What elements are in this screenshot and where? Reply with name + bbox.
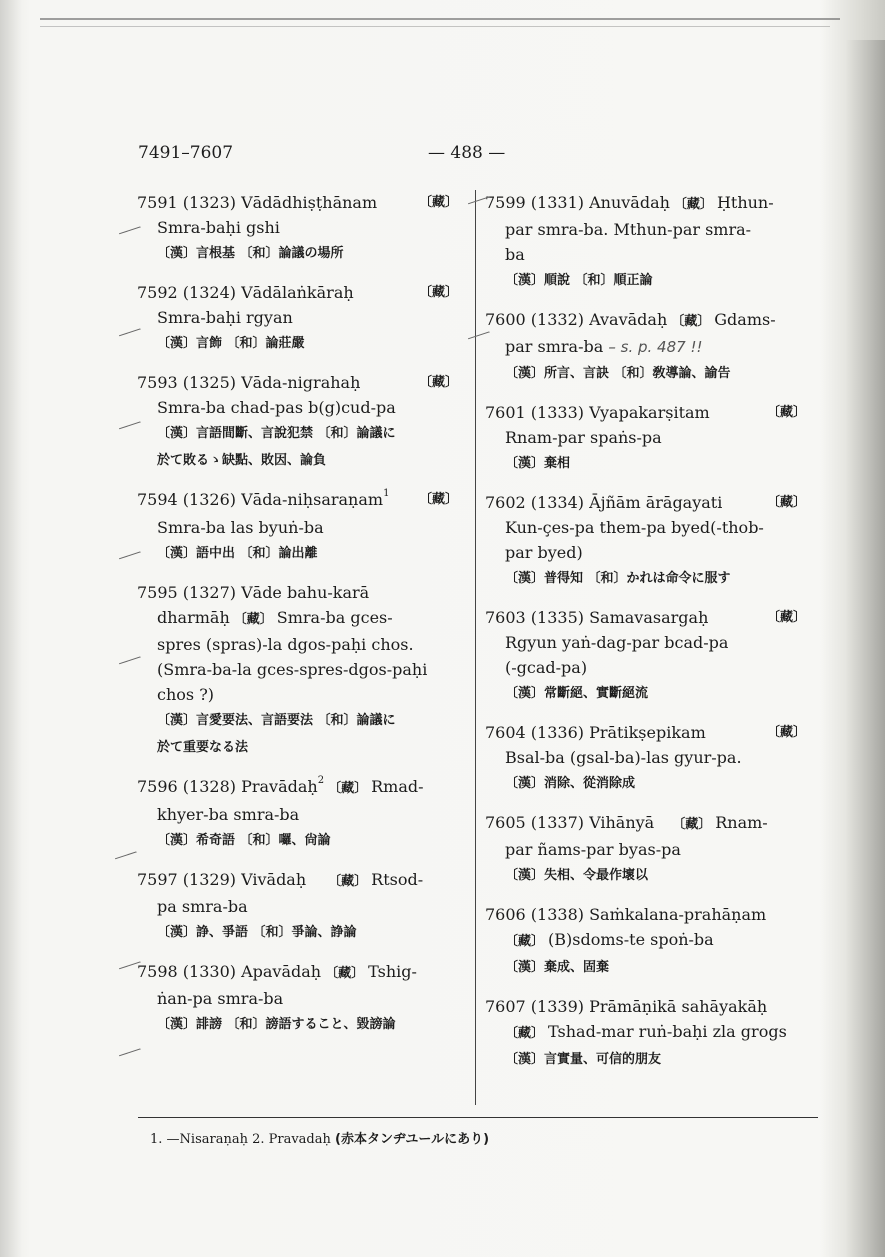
entry-7597 xyxy=(137,867,462,946)
entry-headword: 7598 (1330) Apavādaḥ xyxy=(137,962,322,981)
entry-tibetan-cont: ba xyxy=(505,245,525,264)
tibetan-label: 〔藏〕 xyxy=(418,375,458,390)
entry-tibetan-alt-cont: chos ?) xyxy=(157,685,215,704)
entry-tibetan: Tshad-mar ruṅ-baḥi zla grogs xyxy=(548,1022,787,1041)
entry-headword: 7603 (1335) Samavasargaḥ xyxy=(485,608,709,627)
entry-chinese-japanese: 〔漢〕失相、令最作壞以 xyxy=(505,868,649,883)
entry-tibetan: ṅan-pa smra-ba xyxy=(157,989,284,1008)
footnote-mark: 1 xyxy=(383,488,390,499)
entry-tibetan: par smra-ba xyxy=(505,337,604,356)
tibetan-label: 〔藏〕 xyxy=(325,966,365,981)
handwritten-note: – s. p. 487 !! xyxy=(608,338,703,356)
tibetan-label: 〔藏〕 xyxy=(671,314,711,329)
entry-headword: 7606 (1338) Saṁkalana-prahāṇam xyxy=(485,905,767,924)
entry-tibetan-cont: (-gcad-pa) xyxy=(505,658,588,677)
entry-tibetan: Smra-baḥi rgyan xyxy=(157,308,293,327)
top-rule-2 xyxy=(40,26,830,27)
entry-tibetan-start: Rnam- xyxy=(715,813,768,832)
entry-chinese-japanese-cont: 於て敗るゝ缺點、敗因、論負 xyxy=(157,453,327,468)
entry-chinese-japanese: 〔漢〕誹謗 〔和〕謗語すること、毀謗論 xyxy=(157,1017,396,1032)
entry-chinese-japanese: 〔漢〕普得知 〔和〕かれは命令に服す xyxy=(505,571,731,586)
entry-tibetan-start: Tshig- xyxy=(368,962,417,981)
entry-headword-cont: dharmāḥ xyxy=(157,608,230,627)
entry-7600 xyxy=(485,307,810,387)
entry-7593 xyxy=(137,370,462,474)
entry-7591 xyxy=(137,190,462,267)
tibetan-label: 〔藏〕 xyxy=(766,725,806,740)
entry-chinese-japanese: 〔漢〕順說 〔和〕順正論 xyxy=(505,273,653,288)
entry-chinese-japanese: 〔漢〕棄相 xyxy=(505,456,571,471)
entry-headword: 7593 (1325) Vāda-nigrahaḥ xyxy=(137,373,361,392)
entry-chinese-japanese-cont: 於て重要なる法 xyxy=(157,740,249,755)
entry-tibetan: (B)sdoms-te spoṅ-ba xyxy=(548,930,714,949)
entry-tibetan-cont: par byed) xyxy=(505,543,583,562)
tibetan-label: 〔藏〕 xyxy=(233,612,273,627)
entry-7604 xyxy=(485,720,810,797)
entry-tibetan-start: Rtsod- xyxy=(371,870,424,889)
entry-headword: 7607 (1339) Prāmāṇikā sahāyakāḥ xyxy=(485,997,768,1016)
entry-chinese-japanese: 〔漢〕諍、爭語 〔和〕爭論、諍論 xyxy=(157,925,357,940)
entry-7598 xyxy=(137,959,462,1038)
right-column xyxy=(485,190,810,1086)
entry-chinese-japanese: 〔漢〕棄成、固棄 xyxy=(505,960,610,975)
entry-headword: 7601 (1333) Vyapakarṣitam xyxy=(485,403,710,422)
entry-chinese-japanese: 〔漢〕所言、言訣 〔和〕敎導論、諭告 xyxy=(505,366,731,381)
entry-7594 xyxy=(137,487,462,567)
entry-7596 xyxy=(137,774,462,854)
tibetan-label: 〔藏〕 xyxy=(505,1026,545,1041)
entry-range-header: 7491–7607 xyxy=(138,143,234,163)
entry-tibetan: Smra-ba las byuṅ-ba xyxy=(157,518,324,537)
entry-7606 xyxy=(485,902,810,981)
entry-headword: 7600 (1332) Avavādaḥ xyxy=(485,310,668,329)
entry-tibetan: khyer-ba smra-ba xyxy=(157,805,300,824)
footnote-text: 1. —Nisaraṇaḥ 2. Pravadaḥ xyxy=(150,1132,336,1147)
tibetan-label: 〔藏〕 xyxy=(766,610,806,625)
entry-tibetan-start: Smra-ba gces- xyxy=(276,608,393,627)
entry-tibetan: Smra-baḥi gshi xyxy=(157,218,280,237)
entry-tibetan-start: Rmad- xyxy=(371,777,424,796)
entry-tibetan-start: Ḥthun- xyxy=(716,193,774,212)
entry-7603 xyxy=(485,605,810,707)
footnote-mark: 2 xyxy=(317,775,325,786)
entry-tibetan: spres (spras)-la dgos-paḥi chos. xyxy=(157,635,414,654)
tibetan-label: 〔藏〕 xyxy=(418,195,458,210)
entry-tibetan-alt: (Smra-ba-la gces-spres-dgos-paḥi xyxy=(157,660,428,679)
tibetan-label: 〔藏〕 xyxy=(418,492,458,507)
tibetan-label: 〔藏〕 xyxy=(328,781,368,796)
entry-chinese-japanese: 〔漢〕語中出 〔和〕論出離 xyxy=(157,546,318,561)
entry-headword: 7594 (1326) Vāda-niḥsaraṇam xyxy=(137,490,384,509)
tibetan-label: 〔藏〕 xyxy=(505,934,545,949)
entry-tibetan: Rnam-par spaṅs-pa xyxy=(505,428,662,447)
entry-chinese-japanese: 〔漢〕言根基 〔和〕論議の場所 xyxy=(157,246,344,261)
tibetan-label: 〔藏〕 xyxy=(418,285,458,300)
tibetan-label: 〔藏〕 xyxy=(766,405,806,420)
entry-chinese-japanese: 〔漢〕希奇語 〔和〕囉、尙論 xyxy=(157,833,331,848)
footnote-rule xyxy=(138,1117,818,1118)
entry-headword: 7591 (1323) Vādādhiṣṭhānam xyxy=(137,193,378,212)
entry-7601 xyxy=(485,400,810,477)
entry-chinese-japanese: 〔漢〕言愛要法、言語要法 〔和〕論議に xyxy=(157,713,396,728)
footnote-cjk: (赤本タンヂユールにあり) xyxy=(335,1132,490,1147)
entry-chinese-japanese: 〔漢〕言飾 〔和〕論莊嚴 xyxy=(157,336,305,351)
entry-headword: 7605 (1337) Vihānyā xyxy=(485,813,655,832)
entry-headword: 7597 (1329) Vivādaḥ xyxy=(137,870,307,889)
entry-headword: 7595 (1327) Vāde bahu-karā xyxy=(137,583,370,602)
entry-tibetan: pa smra-ba xyxy=(157,897,248,916)
entry-headword: 7599 (1331) Anuvādaḥ xyxy=(485,193,670,212)
entry-tibetan: par ñams-par byas-pa xyxy=(505,840,681,859)
entry-7605 xyxy=(485,810,810,889)
entry-tibetan: par smra-ba. Mthun-par smra- xyxy=(505,220,752,239)
tibetan-label: 〔藏〕 xyxy=(672,817,712,832)
page-number: — 488 — xyxy=(428,143,506,163)
entry-headword: 7602 (1334) Ājñām ārāgayati xyxy=(485,493,723,512)
page-right-shadow xyxy=(845,40,885,1257)
entry-tibetan: Bsal-ba (gsal-ba)-las gyur-pa. xyxy=(505,748,742,767)
tibetan-label: 〔藏〕 xyxy=(673,197,713,212)
entry-tibetan: Kun-çes-pa them-pa byed(-thob- xyxy=(505,518,764,537)
tibetan-label: 〔藏〕 xyxy=(766,495,806,510)
entry-7607 xyxy=(485,994,810,1073)
margin-tick-mark xyxy=(116,1039,141,1057)
margin-tick-mark xyxy=(112,842,137,860)
entry-chinese-japanese: 〔漢〕常斷絕、實斷絕流 xyxy=(505,686,649,701)
tibetan-label: 〔藏〕 xyxy=(328,874,368,889)
footnotes xyxy=(150,1128,489,1147)
entry-7592 xyxy=(137,280,462,357)
entry-chinese-japanese: 〔漢〕言實量、可信的朋友 xyxy=(505,1052,662,1067)
page-left-shadow xyxy=(0,0,22,1257)
entry-7599 xyxy=(485,190,810,294)
entry-chinese-japanese: 〔漢〕言語間斷、言說犯禁 〔和〕論議に xyxy=(157,426,396,441)
entry-tibetan: Rgyun yaṅ-dag-par bcad-pa xyxy=(505,633,729,652)
entry-tibetan-start: Gdams- xyxy=(714,310,776,329)
entry-7602 xyxy=(485,490,810,592)
entry-tibetan: Smra-ba chad-pas b(g)cud-pa xyxy=(157,398,396,417)
entry-headword: 7596 (1328) Pravādaḥ xyxy=(137,777,318,796)
entry-7595 xyxy=(137,580,462,761)
entry-headword: 7604 (1336) Prātikṣepikam xyxy=(485,723,706,742)
entry-chinese-japanese: 〔漢〕消除、從消除成 xyxy=(505,776,636,791)
top-rule xyxy=(40,18,840,20)
left-column xyxy=(137,190,462,1051)
entry-headword: 7592 (1324) Vādālaṅkāraḥ xyxy=(137,283,354,302)
